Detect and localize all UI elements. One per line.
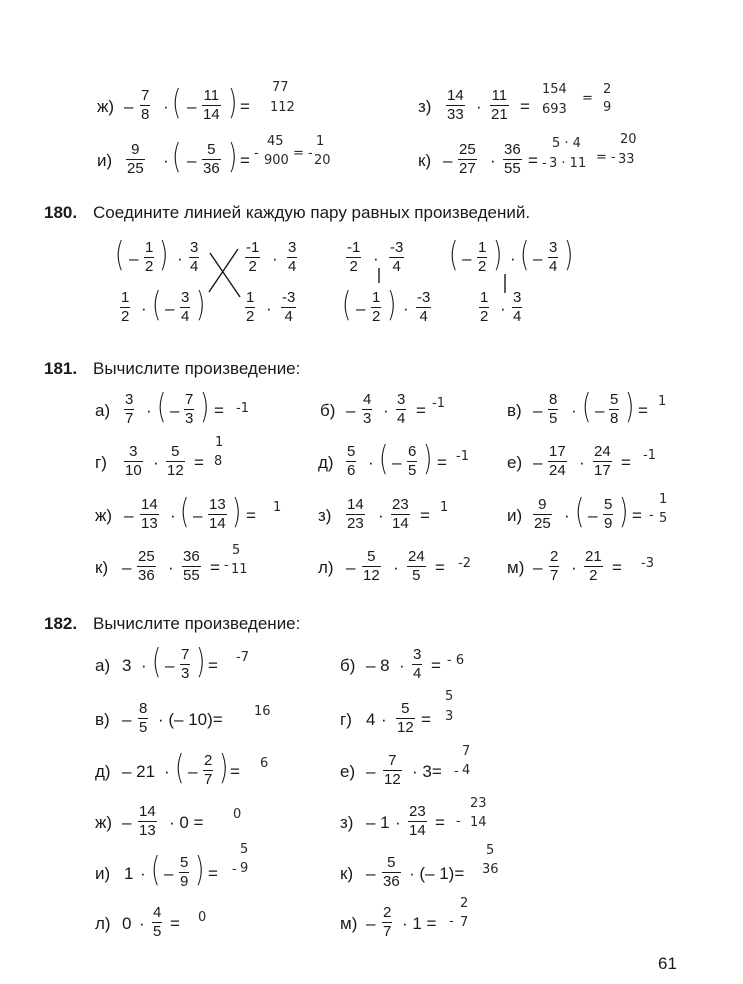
number: – 1 (366, 813, 390, 832)
fraction: 3 4 (190, 239, 199, 275)
dot-sign: · (146, 401, 152, 420)
number: 0 (122, 914, 132, 933)
minus-sign: – (165, 299, 175, 318)
equals-sign: = (230, 762, 240, 781)
answer: 693 (542, 102, 567, 117)
answer: - 6 (447, 653, 465, 668)
answer: 33 (618, 152, 635, 167)
equals-sign: = (520, 97, 530, 116)
answer: 5 (486, 843, 495, 858)
fraction: 5 6 (347, 443, 356, 479)
dot-sign: · (378, 506, 384, 525)
fraction: 5 9 (604, 496, 613, 532)
paren-open: ( (151, 285, 162, 325)
fraction: 14 13 (141, 496, 158, 532)
dot-sign: · (153, 453, 159, 472)
paren-close: ) (624, 387, 635, 427)
connector-line (209, 249, 238, 292)
paren-close: ) (563, 235, 574, 275)
answer: -1 (643, 448, 656, 463)
item-label: м) (340, 914, 358, 933)
answer: 1 (215, 435, 224, 450)
page-number: 61 (658, 954, 677, 973)
minus-sign: - (649, 508, 654, 523)
fraction: 25 27 (459, 141, 476, 177)
fraction: 1 2 (246, 289, 255, 325)
minus-sign: – (595, 401, 605, 420)
item-label: и) (507, 506, 523, 525)
answer: 0 (198, 910, 207, 925)
dot-sign: · (266, 299, 272, 318)
equals-sign: = (170, 914, 180, 933)
paren-open: ( (114, 235, 125, 275)
paren-close: ) (199, 387, 210, 427)
paren-open: ( (179, 492, 190, 532)
minus-sign: – (187, 151, 197, 170)
item-label: г) (95, 453, 107, 472)
fraction: 2 7 (383, 904, 392, 940)
item-label: д) (95, 762, 111, 781)
item-label: м) (507, 558, 525, 577)
equals-sign: = (632, 506, 642, 525)
fraction: 5 12 (363, 548, 380, 584)
minus-sign: – (346, 558, 356, 577)
item-label: ж) (95, 813, 113, 832)
item-label: к) (340, 864, 354, 883)
answer: 3 · 11 (549, 156, 587, 171)
minus-sign: – (124, 506, 134, 525)
minus-sign: – (392, 453, 402, 472)
minus-sign: – (356, 299, 366, 318)
fraction: 8 5 (139, 700, 148, 736)
fraction: 14 33 (447, 87, 464, 123)
answer: 77 (272, 80, 289, 95)
connector-line (210, 253, 240, 297)
minus-sign: - (232, 862, 237, 877)
answer: 36 (482, 862, 499, 877)
minus-sign: – (164, 864, 174, 883)
paren-open: ( (574, 492, 585, 532)
minus-sign: – (122, 710, 132, 729)
equals-sign: = (246, 506, 256, 525)
answer: 7 (460, 915, 469, 930)
equals-sign: = (437, 453, 447, 472)
paren-open: ( (151, 642, 162, 682)
minus-sign: – (187, 97, 197, 116)
paren-open: ( (171, 137, 182, 177)
item-label: г) (340, 710, 352, 729)
exercise-number: 180. (44, 203, 78, 222)
answer: 11 (231, 562, 248, 577)
expression: · (– 1)= (409, 864, 465, 883)
answer: 5 (445, 689, 454, 704)
item-label: е) (340, 762, 356, 781)
fraction: -3 4 (282, 289, 296, 325)
equals-sign: = (208, 656, 218, 675)
fraction: 1 2 (480, 289, 489, 325)
fraction: 1 2 (145, 239, 154, 275)
equals-sign: = (621, 453, 631, 472)
paren-close: ) (231, 492, 242, 532)
answer: 20 (314, 153, 331, 168)
answer: 8 (214, 454, 223, 469)
expression: · 3= (412, 762, 442, 781)
minus-sign: – (122, 558, 132, 577)
dot-sign: · (140, 864, 146, 883)
fraction: 3 4 (397, 391, 406, 427)
equals-sign: = (612, 558, 622, 577)
fraction: 25 36 (138, 548, 155, 584)
dot-sign: · (395, 813, 401, 832)
answer: 5 (659, 511, 668, 526)
equals-sign: = (528, 151, 538, 170)
paren-open: ( (378, 439, 389, 479)
dot-sign: · (579, 453, 585, 472)
item-label: д) (318, 453, 334, 472)
dot-sign: · (368, 453, 374, 472)
fraction: 3 4 (549, 239, 558, 275)
paren-open: ( (581, 387, 592, 427)
answer: 4 (462, 763, 471, 778)
answer: 14 (470, 815, 487, 830)
item-label: а) (95, 401, 111, 420)
fraction: 7 8 (141, 87, 150, 123)
equals-sign: = (435, 813, 445, 832)
item-label: з) (418, 97, 432, 116)
answer: 7 (462, 744, 471, 759)
fraction: 1 2 (372, 289, 381, 325)
fraction: 4 5 (153, 904, 162, 940)
fraction: 7 3 (185, 391, 194, 427)
fraction: 24 17 (594, 443, 611, 479)
dot-sign: · (163, 97, 169, 116)
number: 3 (122, 656, 132, 675)
fraction: -1 2 (347, 239, 361, 275)
paren-close: ) (195, 642, 206, 682)
equals-sign: = (435, 558, 445, 577)
minus-sign: – (366, 914, 376, 933)
fraction: 8 5 (549, 391, 558, 427)
fraction: 5 36 (203, 141, 220, 177)
paren-close: ) (227, 137, 238, 177)
paren-open: ( (174, 748, 185, 788)
equals-sign: = (240, 97, 250, 116)
answer: 9 (240, 861, 249, 876)
answer: 16 (254, 704, 271, 719)
fraction: 3 4 (181, 289, 190, 325)
minus-sign: - (254, 146, 259, 161)
answer: 45 (267, 134, 284, 149)
minus-sign: – (588, 506, 598, 525)
dot-sign: · (571, 558, 577, 577)
paren-open: ( (150, 850, 161, 890)
answer: 1 (316, 134, 325, 149)
item-label: з) (318, 506, 332, 525)
answer: 112 (270, 100, 295, 115)
item-label: б) (320, 401, 336, 420)
answer: 3 (445, 709, 454, 724)
number: 1 (124, 864, 134, 883)
dot-sign: · (272, 249, 278, 268)
fraction: 14 23 (347, 496, 364, 532)
fraction: 36 55 (504, 141, 521, 177)
dot-sign: · (164, 762, 170, 781)
minus-sign: – (124, 97, 134, 116)
fraction: 3 10 (125, 443, 142, 479)
item-label: в) (95, 710, 110, 729)
number: – 21 (122, 762, 156, 781)
fraction: -3 4 (417, 289, 431, 325)
fraction: 1 2 (121, 289, 130, 325)
equals-sign: = (421, 710, 431, 729)
exercise-number: 182. (44, 614, 78, 633)
dot-sign: · (564, 506, 570, 525)
paren-close: ) (492, 235, 503, 275)
item-label: к) (95, 558, 109, 577)
dot-sign: · (141, 656, 147, 675)
fraction: 2 7 (550, 548, 559, 584)
equals-sign: = (638, 401, 648, 420)
fraction: 13 14 (209, 496, 226, 532)
item-label: е) (507, 453, 523, 472)
fraction: 11 14 (203, 87, 220, 123)
paren-close: ) (194, 850, 205, 890)
minus-sign: - (224, 558, 229, 573)
paren-open: ( (171, 83, 182, 123)
fraction: 23 14 (409, 803, 426, 839)
minus-sign: – (170, 401, 180, 420)
exercise-number: 181. (44, 359, 78, 378)
paren-open: ( (519, 235, 530, 275)
item-label: а) (95, 656, 111, 675)
dot-sign: · (170, 506, 176, 525)
paren-close: ) (386, 285, 397, 325)
dot-sign: · (139, 914, 145, 933)
answer: 2 (460, 896, 469, 911)
equals-sign: = (214, 401, 224, 420)
fraction: 9 25 (534, 496, 551, 532)
dot-sign: · (476, 97, 482, 116)
equals-sign: = (208, 864, 218, 883)
minus-sign: – (533, 558, 543, 577)
minus-sign: – (129, 249, 139, 268)
minus-sign: - (542, 156, 547, 171)
paren-close: ) (422, 439, 433, 479)
fraction: -1 2 (246, 239, 260, 275)
answer: 23 (470, 796, 487, 811)
dot-sign: · (373, 249, 379, 268)
paren-close: ) (218, 748, 229, 788)
dot-sign: · (403, 299, 409, 318)
answer: 5 (232, 543, 241, 558)
exercise-title: Вычислите произведение: (93, 359, 301, 378)
fraction: 24 5 (408, 548, 425, 584)
fraction: 6 5 (408, 443, 417, 479)
answer: 20 (620, 132, 637, 147)
fraction: 2 7 (204, 752, 213, 788)
minus-sign: – (533, 453, 543, 472)
answer: 1 (659, 492, 668, 507)
fraction: 3 4 (288, 239, 297, 275)
dot-sign: · (393, 558, 399, 577)
minus-sign: – (462, 249, 472, 268)
fraction: 5 9 (180, 854, 189, 890)
fraction: 21 2 (585, 548, 602, 584)
paren-close: ) (158, 235, 169, 275)
answer: 5 (240, 842, 249, 857)
item-label: и) (97, 151, 113, 170)
dot-sign: · (490, 151, 496, 170)
number: – 8 (366, 656, 390, 675)
dot-sign: · (399, 656, 405, 675)
dot-sign: · (383, 401, 389, 420)
answer: -1 (456, 449, 469, 464)
fraction: -3 4 (390, 239, 404, 275)
dot-sign: · (381, 710, 387, 729)
fraction: 23 14 (392, 496, 409, 532)
answer: 6 (260, 756, 269, 771)
dot-sign: · (500, 299, 506, 318)
answer: 0 (233, 807, 242, 822)
fraction: 7 12 (384, 752, 401, 788)
item-label: к) (418, 151, 432, 170)
minus-sign: - (449, 914, 454, 929)
fraction: 3 4 (413, 646, 422, 682)
item-label: ж) (95, 506, 113, 525)
answer: 2 (603, 82, 612, 97)
fraction: 3 7 (125, 391, 134, 427)
fraction: 4 3 (363, 391, 372, 427)
item-label: з) (340, 813, 354, 832)
minus-sign: – (366, 864, 376, 883)
fraction: 5 36 (383, 854, 400, 890)
fraction: 5 12 (397, 700, 414, 736)
paren-open: ( (341, 285, 352, 325)
paren-close: ) (227, 83, 238, 123)
item-label: и) (95, 864, 111, 883)
item-label: б) (340, 656, 356, 675)
equals-sign: = - (596, 150, 616, 165)
equals-sign: = (240, 151, 250, 170)
answer: -2 (458, 556, 471, 571)
answer: 1 (658, 394, 667, 409)
answer: -1 (236, 401, 249, 416)
paren-open: ( (156, 387, 167, 427)
expression: · 1 = (402, 914, 437, 933)
expression: · (– 10)= (158, 710, 223, 729)
minus-sign: - (456, 814, 461, 829)
equals-sign: = (431, 656, 441, 675)
exercise-title: Вычислите произведение: (93, 614, 301, 633)
answer: -3 (641, 556, 654, 571)
item-label: л) (318, 558, 334, 577)
equals-sign: = (194, 453, 204, 472)
fraction: 7 3 (181, 646, 190, 682)
fraction: 1 2 (478, 239, 487, 275)
fraction: 14 13 (139, 803, 156, 839)
answer: -1 (432, 396, 445, 411)
dot-sign: · (177, 249, 183, 268)
answer: 9 (603, 100, 612, 115)
minus-sign: – (533, 249, 543, 268)
minus-sign: – (443, 151, 453, 170)
fraction: 11 21 (491, 87, 508, 123)
dot-sign: · (163, 151, 169, 170)
expression: · 0 = (169, 813, 204, 832)
fraction: 5 8 (610, 391, 619, 427)
item-label: л) (95, 914, 111, 933)
equals-sign: = (210, 558, 220, 577)
minus-sign: – (122, 813, 132, 832)
number: 4 (366, 710, 376, 729)
paren-open: ( (448, 235, 459, 275)
fraction: 3 4 (513, 289, 522, 325)
answer: 154 (542, 82, 567, 97)
minus-sign: – (346, 401, 356, 420)
minus-sign: – (188, 762, 198, 781)
fraction: 9 25 (127, 141, 144, 177)
exercise-title: Соедините линией каждую пару равных произведений. (93, 203, 531, 222)
paren-close: ) (618, 492, 629, 532)
minus-sign: – (193, 506, 203, 525)
answer: -7 (236, 650, 249, 665)
answer: 1 (273, 500, 282, 515)
fraction: 36 55 (183, 548, 200, 584)
paren-close: ) (195, 285, 206, 325)
answer: 1 (440, 500, 449, 515)
item-label: в) (507, 401, 522, 420)
dot-sign: · (510, 249, 516, 268)
minus-sign: – (165, 656, 175, 675)
fraction: 17 24 (549, 443, 566, 479)
equals-sign: = (582, 91, 593, 106)
dot-sign: · (168, 558, 174, 577)
fraction: 5 12 (167, 443, 184, 479)
answer: 5 · 4 (552, 136, 581, 151)
minus-sign: – (366, 762, 376, 781)
equals-sign: = (416, 401, 426, 420)
item-label: ж) (97, 97, 115, 116)
minus-sign: – (533, 401, 543, 420)
dot-sign: · (571, 401, 577, 420)
equals-sign: = (420, 506, 430, 525)
minus-sign: - (454, 764, 459, 779)
equals-sign: = - (293, 146, 313, 161)
dot-sign: · (141, 299, 147, 318)
answer: 900 (264, 153, 289, 168)
